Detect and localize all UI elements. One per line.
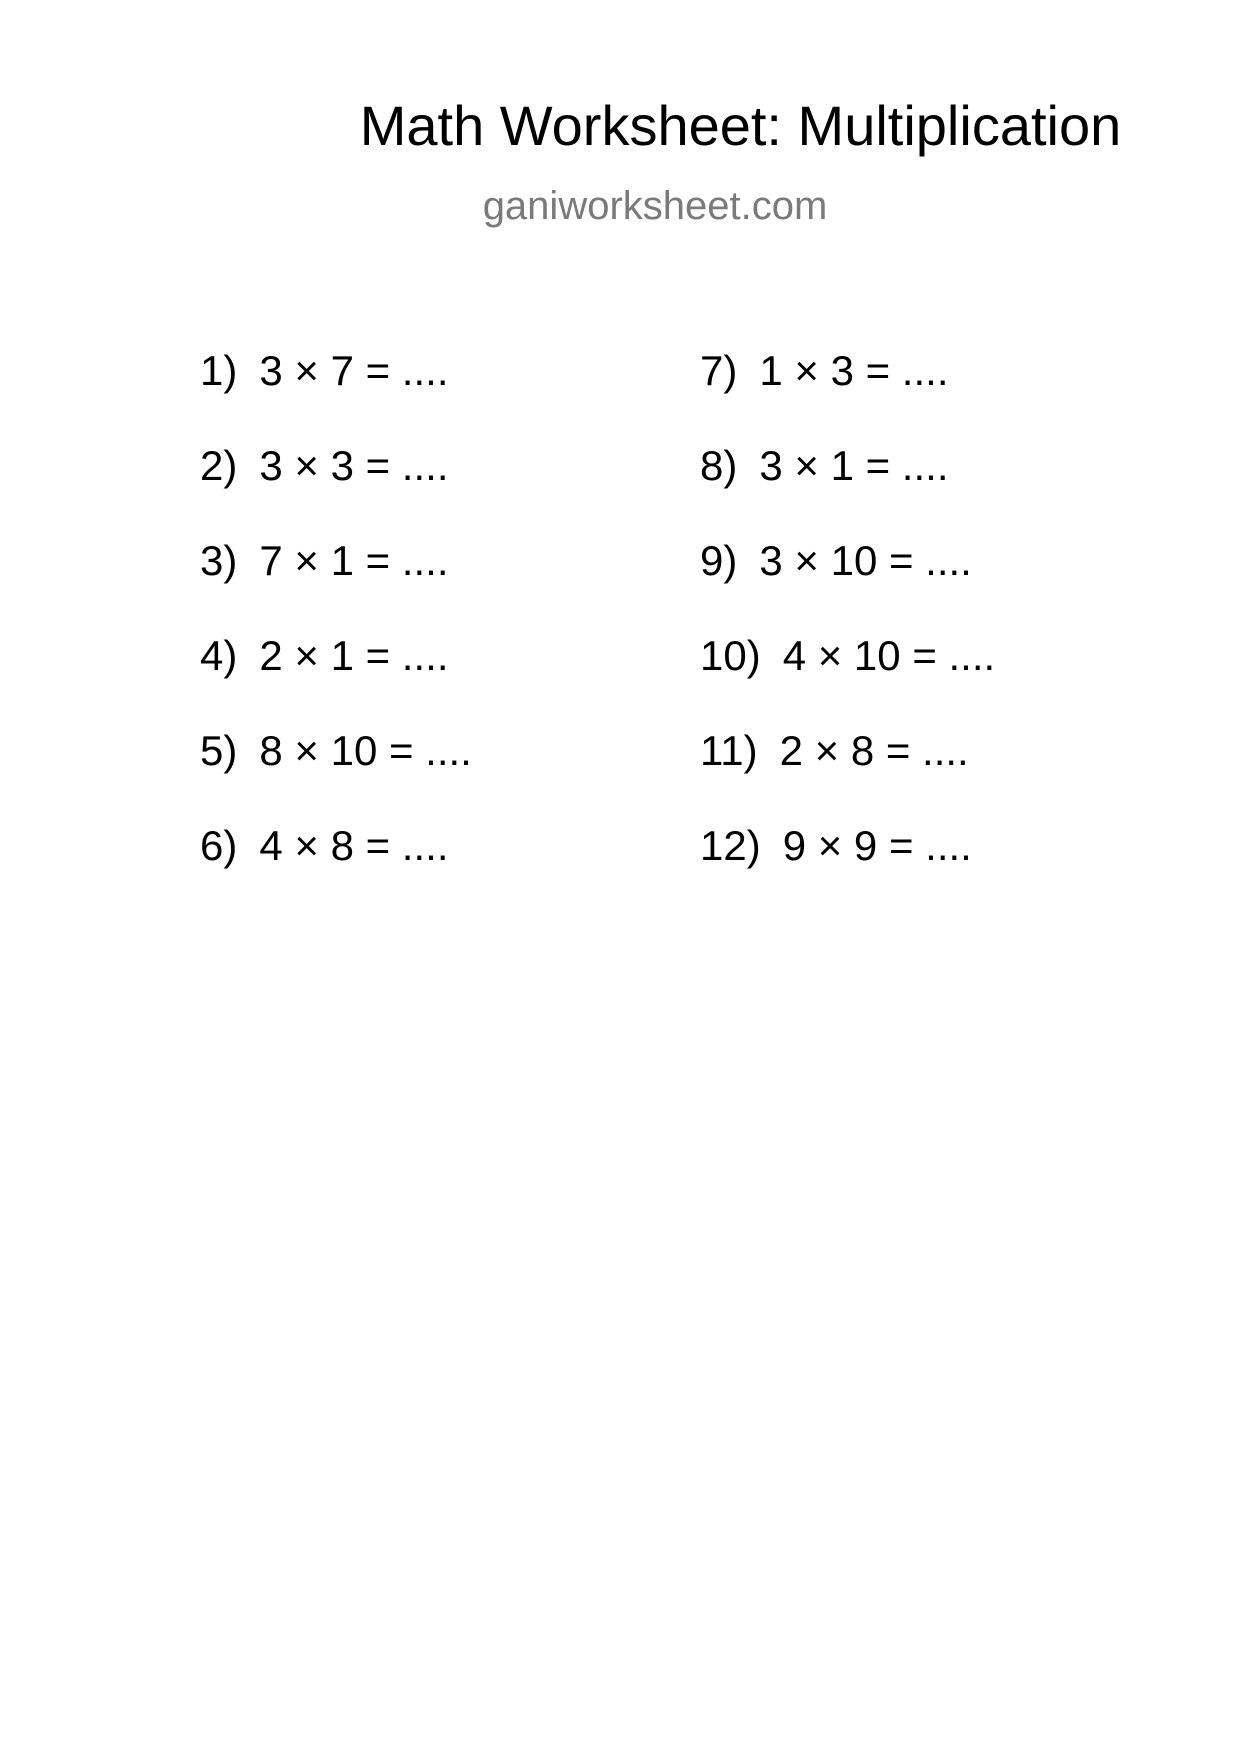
problem-expression: 2 × 8 = .... (779, 727, 969, 774)
problem-column-left (200, 347, 472, 920)
problem-number: 5) (200, 727, 238, 774)
problem-column-right (700, 347, 996, 920)
problem-item (200, 347, 472, 445)
problem-number: 9) (700, 537, 738, 584)
problem-expression: 9 × 9 = .... (782, 822, 972, 869)
website-url: ganiworksheet.com (482, 184, 828, 228)
problem-expression: 1 × 3 = .... (759, 347, 949, 394)
problem-number: 3) (200, 537, 238, 584)
problem-number: 1) (200, 347, 238, 394)
problem-number: 11) (700, 727, 758, 774)
problem-number: 7) (700, 347, 738, 394)
problem-item (200, 632, 472, 730)
problem-item (700, 822, 995, 920)
problem-expression: 4 × 8 = .... (259, 822, 449, 869)
problem-expression: 3 × 7 = .... (259, 347, 449, 394)
problem-item (700, 632, 996, 730)
problem-expression: 7 × 1 = .... (259, 537, 449, 584)
problem-item (200, 727, 472, 825)
problem-item (700, 727, 995, 825)
problem-item (700, 442, 995, 540)
problem-number: 6) (200, 822, 238, 869)
problem-item (200, 442, 472, 540)
worksheet-title: Math Worksheet: Multiplication (359, 94, 1122, 157)
problem-item (200, 537, 472, 635)
problem-item (700, 537, 995, 635)
problem-item (700, 347, 995, 445)
problem-item (200, 822, 472, 920)
problem-number: 10) (700, 632, 761, 679)
problem-number: 4) (200, 632, 238, 679)
problem-number: 8) (700, 442, 738, 489)
problem-expression: 3 × 3 = .... (259, 442, 449, 489)
problem-expression: 8 × 10 = .... (259, 727, 472, 774)
problem-expression: 3 × 10 = .... (759, 537, 972, 584)
problem-expression: 2 × 1 = .... (259, 632, 449, 679)
problem-number: 12) (700, 822, 761, 869)
problem-expression: 4 × 10 = .... (782, 632, 996, 679)
problem-expression: 3 × 1 = .... (759, 442, 949, 489)
problem-number: 2) (200, 442, 238, 489)
